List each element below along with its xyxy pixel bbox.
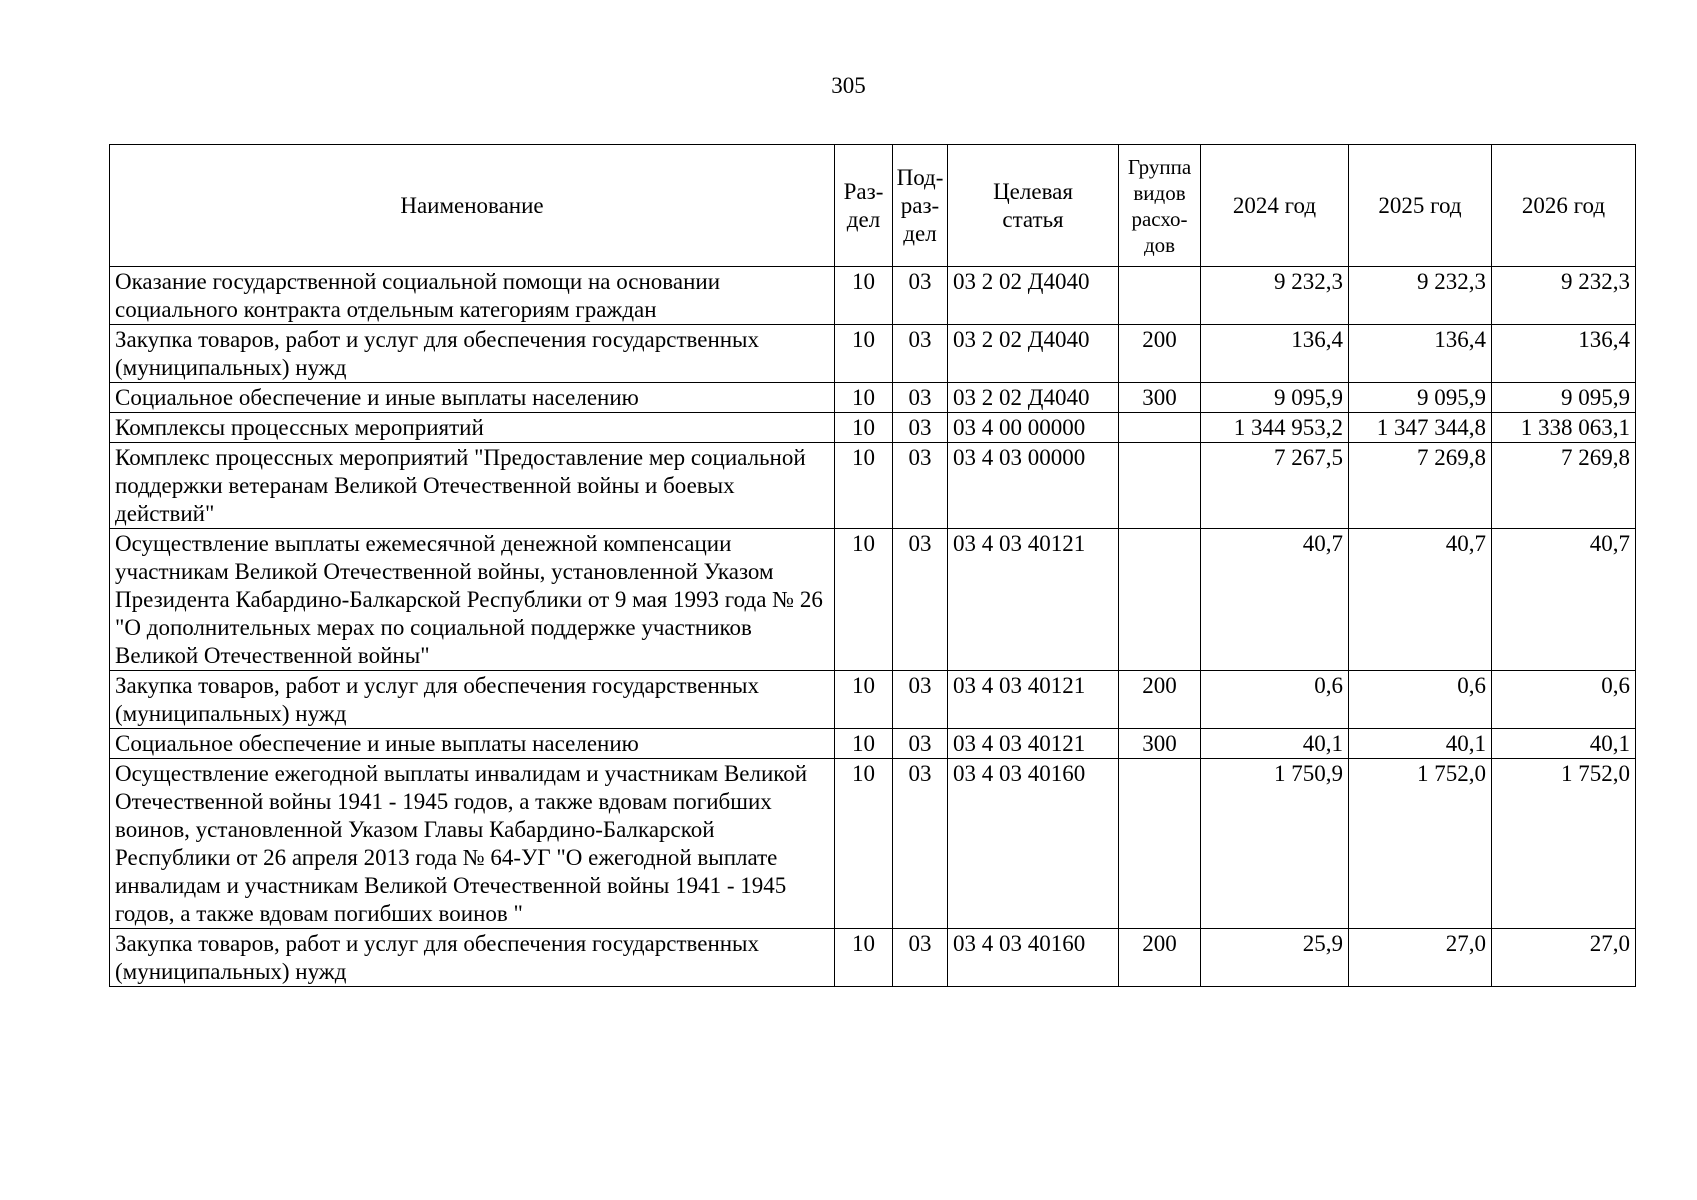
cell-name: Закупка товаров, работ и услуг для обеспечения государственных (муниципальных) нужд: [110, 325, 835, 383]
cell-target: 03 2 02 Д4040: [948, 267, 1119, 325]
cell-razdel: 10: [835, 325, 893, 383]
cell-2024: 7 267,5: [1201, 443, 1349, 529]
cell-podrazdel: 03: [893, 443, 948, 529]
cell-2026: 9 095,9: [1492, 383, 1636, 413]
col-header-group: Группа видов расхо- дов: [1119, 145, 1201, 267]
cell-group: 200: [1119, 929, 1201, 987]
table-row: [110, 729, 1636, 759]
table-row: [110, 759, 1636, 929]
cell-podrazdel: 03: [893, 929, 948, 987]
cell-target: 03 4 03 40121: [948, 729, 1119, 759]
cell-razdel: 10: [835, 729, 893, 759]
cell-2026: 40,7: [1492, 529, 1636, 671]
cell-2024: 40,7: [1201, 529, 1349, 671]
cell-2025: 7 269,8: [1349, 443, 1492, 529]
cell-2024: 40,1: [1201, 729, 1349, 759]
cell-group: [1119, 267, 1201, 325]
cell-podrazdel: 03: [893, 759, 948, 929]
table-row: [110, 443, 1636, 529]
cell-target: 03 4 03 00000: [948, 443, 1119, 529]
cell-razdel: 10: [835, 529, 893, 671]
cell-2024: 9 095,9: [1201, 383, 1349, 413]
table-row: [110, 413, 1636, 443]
table-row: [110, 267, 1636, 325]
col-header-podrazdel: Под- раз- дел: [893, 145, 948, 267]
cell-group: [1119, 413, 1201, 443]
col-header-2026: 2026 год: [1492, 145, 1636, 267]
cell-2026: 9 232,3: [1492, 267, 1636, 325]
cell-podrazdel: 03: [893, 325, 948, 383]
cell-2026: 27,0: [1492, 929, 1636, 987]
cell-name: Осуществление ежегодной выплаты инвалидам и участникам Великой Отечественной войны 1941 - 1945 годов, а также вдовам погибших воинов, установленной Указом Главы Кабардино-Балкарской Республики от 26 апреля 2013 года № 64-УГ "О ежегодной выплате инвалидам и участникам Великой Отечественной войны 1941 - 1945 годов, а также вдовам погибших воинов ": [110, 759, 835, 929]
cell-2024: 136,4: [1201, 325, 1349, 383]
cell-2024: 0,6: [1201, 671, 1349, 729]
table-header-row: [110, 145, 1636, 267]
cell-name: Социальное обеспечение и иные выплаты населению: [110, 383, 835, 413]
cell-group: 200: [1119, 325, 1201, 383]
cell-name: Комплекс процессных мероприятий "Предоставление мер социальной поддержки ветеранам Великой Отечественной войны и боевых действий": [110, 443, 835, 529]
cell-2026: 40,1: [1492, 729, 1636, 759]
cell-razdel: 10: [835, 413, 893, 443]
col-header-2024: 2024 год: [1201, 145, 1349, 267]
cell-target: 03 4 03 40160: [948, 759, 1119, 929]
cell-group: [1119, 529, 1201, 671]
cell-2025: 40,7: [1349, 529, 1492, 671]
cell-2026: 1 752,0: [1492, 759, 1636, 929]
cell-group: [1119, 443, 1201, 529]
budget-table: [109, 144, 1636, 987]
cell-razdel: 10: [835, 443, 893, 529]
cell-podrazdel: 03: [893, 529, 948, 671]
cell-2024: 1 344 953,2: [1201, 413, 1349, 443]
cell-razdel: 10: [835, 929, 893, 987]
cell-2025: 0,6: [1349, 671, 1492, 729]
cell-2024: 9 232,3: [1201, 267, 1349, 325]
col-header-name: Наименование: [110, 145, 835, 267]
cell-group: [1119, 759, 1201, 929]
cell-2026: 0,6: [1492, 671, 1636, 729]
table-row: [110, 383, 1636, 413]
cell-2025: 9 232,3: [1349, 267, 1492, 325]
cell-group: 200: [1119, 671, 1201, 729]
col-header-2025: 2025 год: [1349, 145, 1492, 267]
cell-name: Закупка товаров, работ и услуг для обеспечения государственных (муниципальных) нужд: [110, 671, 835, 729]
cell-2025: 27,0: [1349, 929, 1492, 987]
page-number: 305: [831, 73, 866, 98]
table-row: [110, 929, 1636, 987]
cell-2025: 1 347 344,8: [1349, 413, 1492, 443]
cell-2025: 40,1: [1349, 729, 1492, 759]
cell-razdel: 10: [835, 671, 893, 729]
cell-podrazdel: 03: [893, 267, 948, 325]
cell-target: 03 4 03 40121: [948, 671, 1119, 729]
cell-name: Комплексы процессных мероприятий: [110, 413, 835, 443]
col-header-razdel: Раз- дел: [835, 145, 893, 267]
cell-name: Оказание государственной социальной помощи на основании социального контракта отдельным категориям граждан: [110, 267, 835, 325]
cell-name: Осуществление выплаты ежемесячной денежной компенсации участникам Великой Отечественной войны, установленной Указом Президента Кабардино-Балкарской Республики от 9 мая 1993 года № 26 "О дополнительных мерах по социальной поддержке участников Великой Отечественной войны": [110, 529, 835, 671]
cell-2025: 9 095,9: [1349, 383, 1492, 413]
cell-2024: 25,9: [1201, 929, 1349, 987]
cell-razdel: 10: [835, 383, 893, 413]
table-row: [110, 671, 1636, 729]
cell-2025: 136,4: [1349, 325, 1492, 383]
cell-razdel: 10: [835, 267, 893, 325]
cell-podrazdel: 03: [893, 383, 948, 413]
col-header-target: Целевая статья: [948, 145, 1119, 267]
cell-razdel: 10: [835, 759, 893, 929]
table-row: [110, 529, 1636, 671]
table-row: [110, 325, 1636, 383]
cell-2025: 1 752,0: [1349, 759, 1492, 929]
cell-2026: 1 338 063,1: [1492, 413, 1636, 443]
cell-group: 300: [1119, 729, 1201, 759]
cell-2026: 136,4: [1492, 325, 1636, 383]
cell-name: Закупка товаров, работ и услуг для обеспечения государственных (муниципальных) нужд: [110, 929, 835, 987]
cell-target: 03 2 02 Д4040: [948, 383, 1119, 413]
cell-target: 03 4 00 00000: [948, 413, 1119, 443]
cell-target: 03 2 02 Д4040: [948, 325, 1119, 383]
cell-target: 03 4 03 40121: [948, 529, 1119, 671]
cell-target: 03 4 03 40160: [948, 929, 1119, 987]
cell-podrazdel: 03: [893, 413, 948, 443]
cell-group: 300: [1119, 383, 1201, 413]
cell-2026: 7 269,8: [1492, 443, 1636, 529]
cell-name: Социальное обеспечение и иные выплаты населению: [110, 729, 835, 759]
cell-podrazdel: 03: [893, 729, 948, 759]
cell-2024: 1 750,9: [1201, 759, 1349, 929]
cell-podrazdel: 03: [893, 671, 948, 729]
